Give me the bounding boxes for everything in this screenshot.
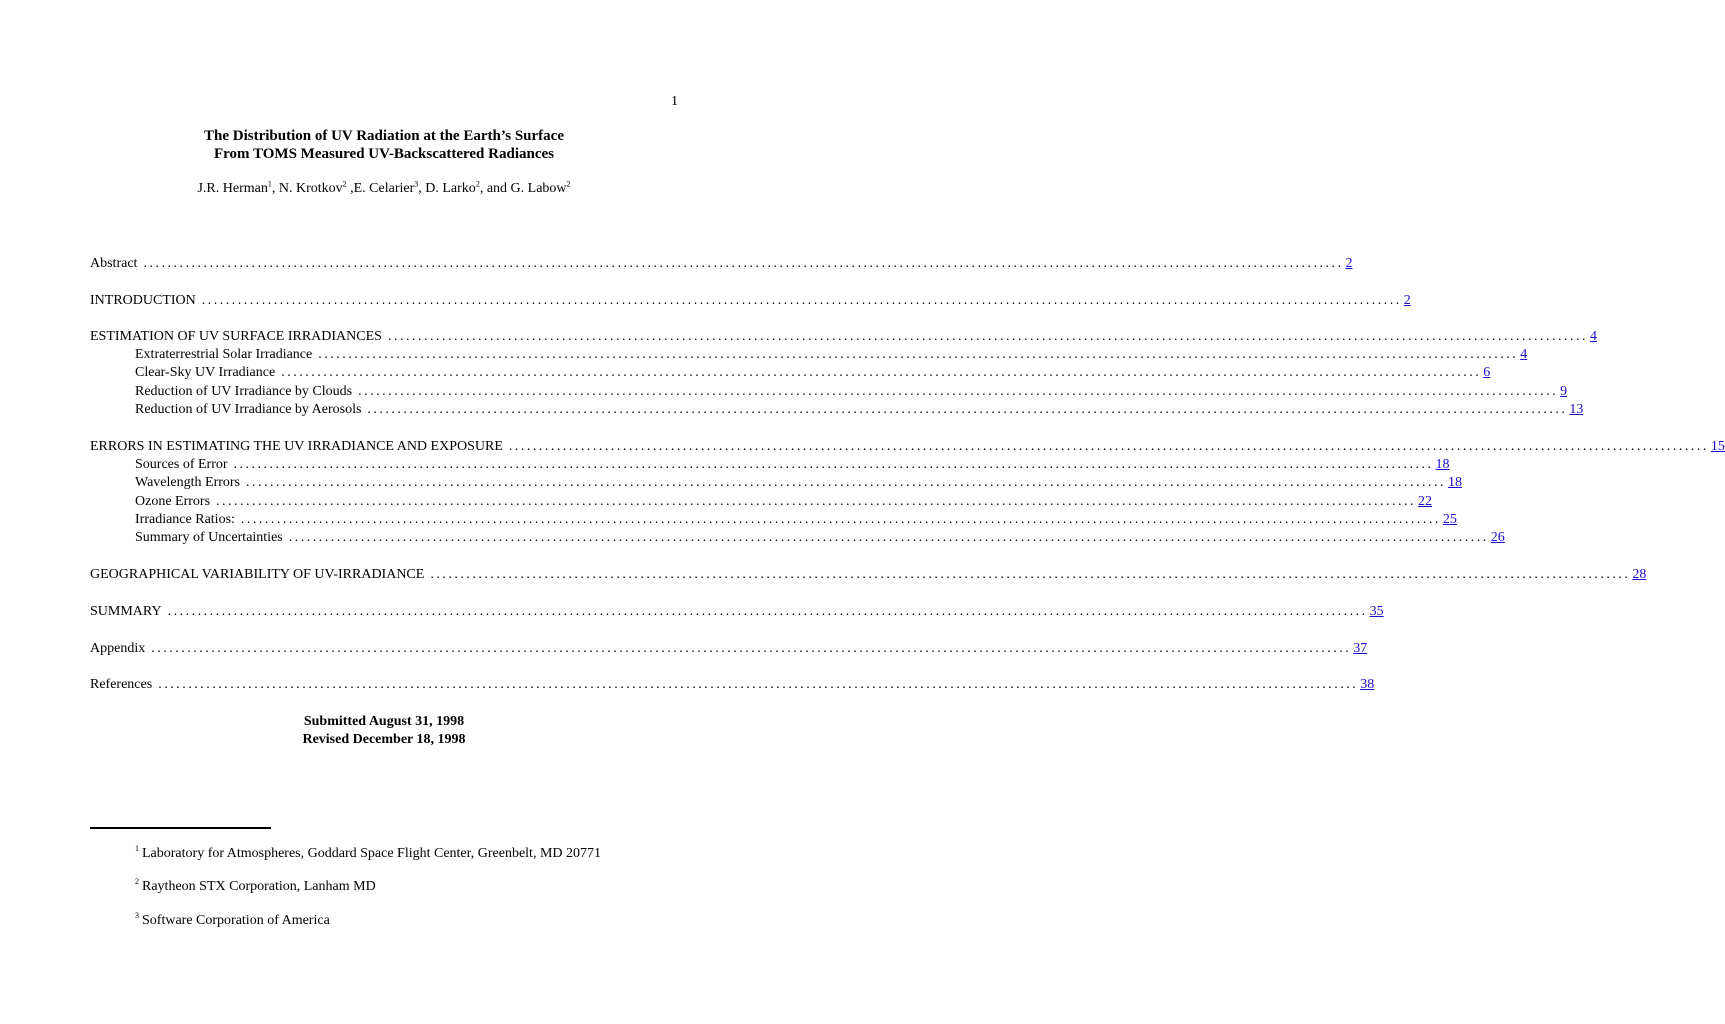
footnote-1 <box>135 846 601 862</box>
toc-subentry <box>135 529 1505 547</box>
toc-leader-dots: ........................................................................................................................................................................................................ <box>367 402 1568 417</box>
toc-leader-dots: ........................................................................................................................................................................................................ <box>201 293 1402 308</box>
toc-page-link[interactable]: 6 <box>1483 365 1491 380</box>
toc-leader-dots: ........................................................................................................................................................................................................ <box>318 347 1519 362</box>
toc-page-link[interactable]: 35 <box>1369 604 1384 619</box>
submitted-date: Submitted August 31, 1998 <box>303 714 465 729</box>
toc-leader-dots: ........................................................................................................................................................................................................ <box>246 475 1446 490</box>
toc-page-link[interactable]: 13 <box>1569 402 1584 417</box>
toc-subentry <box>135 364 1491 382</box>
title-line-2: From TOMS Measured UV-Backscattered Radiances <box>214 146 554 162</box>
toc-entry <box>90 328 1597 346</box>
footnote-mark: 2 <box>135 877 139 887</box>
toc-leader-dots: ........................................................................................................................................................................................................ <box>167 604 1368 619</box>
footnote-text: Software Corporation of America <box>142 913 330 928</box>
toc-entry <box>90 603 1384 621</box>
toc-label: Extraterrestrial Solar Irradiance <box>135 347 313 362</box>
toc-leader-dots: ........................................................................................................................................................................................................ <box>143 256 1344 271</box>
footnote-mark: 1 <box>135 844 139 854</box>
document-title <box>0 127 768 163</box>
title-line-1: The Distribution of UV Radiation at the Earth’s Surface <box>203 128 564 144</box>
page-number: 1 <box>671 94 678 109</box>
toc-page-link[interactable]: 2 <box>1403 293 1411 308</box>
toc-page-link[interactable]: 38 <box>1360 677 1375 692</box>
toc-page-link[interactable]: 15 <box>1710 439 1725 454</box>
submission-dates <box>0 713 768 749</box>
toc-leader-dots: ........................................................................................................................................................................................................ <box>508 439 1709 454</box>
author-affiliation-mark: 1 <box>267 179 272 189</box>
toc-page-link[interactable]: 28 <box>1632 567 1647 582</box>
toc-label: SUMMARY <box>90 604 162 619</box>
toc-entry <box>90 438 1725 456</box>
toc-label: Sources of Error <box>135 457 228 472</box>
toc-leader-dots: ........................................................................................................................................................................................................ <box>233 457 1434 472</box>
author-affiliation-mark: 2 <box>342 179 347 189</box>
toc-subentry <box>135 401 1584 419</box>
toc-leader-dots: ........................................................................................................................................................................................................ <box>281 365 1482 380</box>
toc-page-link[interactable]: 18 <box>1435 457 1450 472</box>
toc-leader-dots: ........................................................................................................................................................................................................ <box>288 530 1489 545</box>
toc-subentry <box>135 511 1457 529</box>
toc-label: Wavelength Errors <box>135 475 240 490</box>
toc-entry <box>90 676 1375 694</box>
footnote-divider <box>90 827 271 829</box>
toc-label: ERRORS IN ESTIMATING THE UV IRRADIANCE AND EXPOSURE <box>90 439 503 454</box>
author-list <box>0 181 768 197</box>
author-separator: , <box>346 181 354 196</box>
author-name: N. Krotkov <box>278 181 343 196</box>
author-affiliation-mark: 2 <box>566 179 571 189</box>
toc-label: Irradiance Ratios: <box>135 512 235 527</box>
author-affiliation-mark: 3 <box>414 179 419 189</box>
author-separator: , <box>418 181 426 196</box>
toc-entry <box>90 255 1353 273</box>
toc-leader-dots: ........................................................................................................................................................................................................ <box>430 567 1631 582</box>
footnote-mark: 3 <box>135 911 139 921</box>
author-name: J.R. Herman <box>197 181 268 196</box>
toc-page-link[interactable]: 2 <box>1345 256 1353 271</box>
author-affiliation-mark: 2 <box>475 179 480 189</box>
footnote-2 <box>135 879 376 895</box>
toc-subentry <box>135 346 1528 364</box>
author-name: E. Celarier <box>353 181 415 196</box>
toc-label: Ozone Errors <box>135 494 211 509</box>
toc-page-link[interactable]: 26 <box>1490 530 1505 545</box>
toc-page-link[interactable]: 22 <box>1418 494 1433 509</box>
revised-date: Revised December 18, 1998 <box>302 732 466 747</box>
author-separator: , and <box>479 181 511 196</box>
toc-page-link[interactable]: 18 <box>1448 475 1462 490</box>
toc-entry <box>90 292 1411 310</box>
toc-label: References <box>90 677 153 692</box>
toc-label: Clear-Sky UV Irradiance <box>135 365 276 380</box>
toc-leader-dots: ........................................................................................................................................................................................................ <box>216 494 1417 509</box>
toc-subentry <box>135 383 1568 401</box>
footnote-text: Laboratory for Atmospheres, Goddard Space Flight Center, Greenbelt, MD 20771 <box>142 846 601 861</box>
toc-label: ESTIMATION OF UV SURFACE IRRADIANCES <box>90 329 382 344</box>
footnote-text: Raytheon STX Corporation, Lanham MD <box>142 879 376 894</box>
toc-page-link[interactable]: 4 <box>1589 329 1597 344</box>
footnote-3 <box>135 913 330 929</box>
toc-page-link[interactable]: 25 <box>1442 512 1457 527</box>
toc-entry <box>90 566 1647 584</box>
toc-label: Appendix <box>90 641 146 656</box>
toc-label: GEOGRAPHICAL VARIABILITY OF UV-IRRADIANCE <box>90 567 425 582</box>
toc-subentry <box>135 493 1433 511</box>
toc-leader-dots: ........................................................................................................................................................................................................ <box>387 329 1588 344</box>
author-separator: , <box>271 181 279 196</box>
toc-entry <box>90 640 1368 658</box>
toc-page-link[interactable]: 4 <box>1520 347 1528 362</box>
author-name: D. Larko <box>425 181 476 196</box>
toc-leader-dots: ........................................................................................................................................................................................................ <box>358 384 1559 399</box>
toc-leader-dots: ........................................................................................................................................................................................................ <box>240 512 1441 527</box>
toc-page-link[interactable]: 37 <box>1353 641 1368 656</box>
toc-label: Summary of Uncertainties <box>135 530 283 545</box>
toc-label: Abstract <box>90 256 138 271</box>
author-name: G. Labow <box>510 181 567 196</box>
toc-label: INTRODUCTION <box>90 293 196 308</box>
toc-label: Reduction of UV Irradiance by Aerosols <box>135 402 362 417</box>
toc-leader-dots: ........................................................................................................................................................................................................ <box>151 641 1352 656</box>
toc-subentry <box>135 456 1450 474</box>
toc-subentry <box>135 474 1462 492</box>
toc-page-link[interactable]: 9 <box>1560 384 1568 399</box>
toc-label: Reduction of UV Irradiance by Clouds <box>135 384 353 399</box>
toc-leader-dots: ........................................................................................................................................................................................................ <box>158 677 1359 692</box>
